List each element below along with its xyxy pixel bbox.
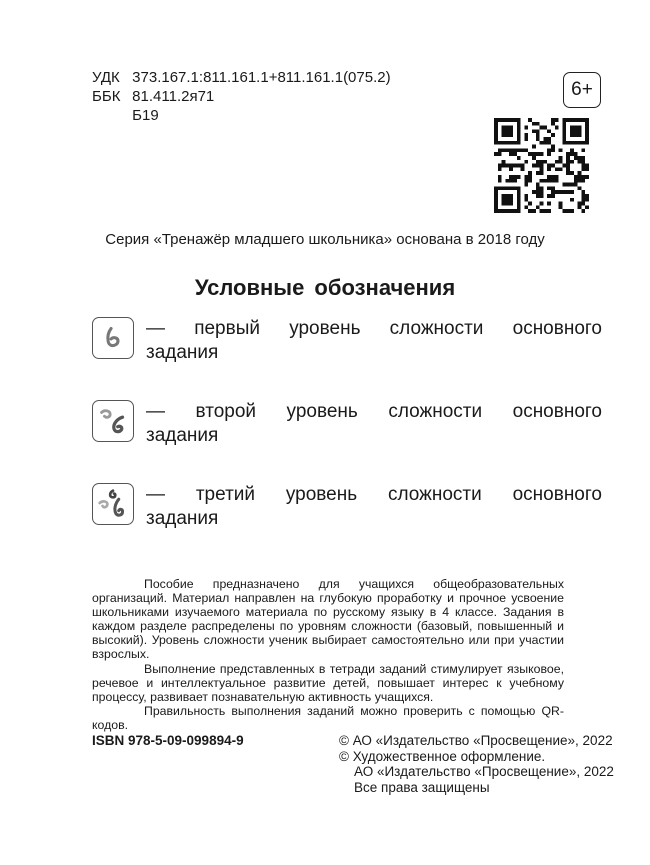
level-three-row xyxy=(92,483,602,553)
series-note: Серия «Тренажёр младшего школьника» основана в 2018 году xyxy=(105,231,545,248)
level-two-row xyxy=(92,400,602,470)
level-one-row xyxy=(92,317,602,387)
copyright-line-2: © Художественное оформление. xyxy=(339,748,546,764)
author-mark: Б19 xyxy=(132,107,159,124)
description-paragraph-1: Пособие предназначено для учащихся общеобразовательных организаций. Материал направлен на глубокую проработку и прочное усвоение школьниками изучаемого материала по русскому языку в 4 классе. Задания в каждом разделе распределены по уровням сложности (базовый, повышенный и высокий). Уровень сложности ученик выбирает самостоятельно или при участии взрослых. xyxy=(92,577,564,662)
description-paragraph-3: Правильность выполнения заданий можно проверить с помощью QR-кодов. xyxy=(92,703,564,732)
udk-row xyxy=(92,68,391,87)
level-two-text: — второй уровень сложности основного задания xyxy=(146,401,602,446)
copyright-block xyxy=(339,733,614,795)
catalog-block xyxy=(92,68,391,125)
description-paragraph-2: Выполнение представленных в тетради заданий стимулирует языковое, речевое и интеллектуальное развитие детей, повышает интерес к учебному процессу, развивает познавательную активность учащихся. xyxy=(92,661,564,704)
level-three-text: — третий уровень сложности основного задания xyxy=(146,484,602,529)
qr-code-icon[interactable] xyxy=(494,118,589,213)
udk-key: УДК xyxy=(92,69,120,86)
copyright-line-3: АО «Издательство «Просвещение», 2022 xyxy=(354,764,614,779)
udk-value: 373.167.1:811.161.1+811.161.1(075.2) xyxy=(132,69,391,86)
copyright-line-4: Все права защищены xyxy=(354,779,490,795)
page-title: Условные обозначения xyxy=(194,275,456,300)
bbk-row xyxy=(92,87,391,106)
three-swirl-icon xyxy=(92,483,134,525)
author-mark-row xyxy=(92,106,391,125)
age-rating-badge: 6+ xyxy=(563,72,601,108)
level-one-text: — первый уровень сложности основного задания xyxy=(146,318,602,363)
bbk-value: 81.411.2я71 xyxy=(132,88,215,105)
bbk-key: ББК xyxy=(92,88,121,105)
isbn: ISBN 978-5-09-099894-9 xyxy=(92,733,244,748)
two-swirl-icon xyxy=(92,400,134,442)
description-block xyxy=(92,577,564,732)
one-swirl-icon xyxy=(92,317,134,359)
copyright-line-1: © АО «Издательство «Просвещение», 2022 xyxy=(339,733,613,748)
